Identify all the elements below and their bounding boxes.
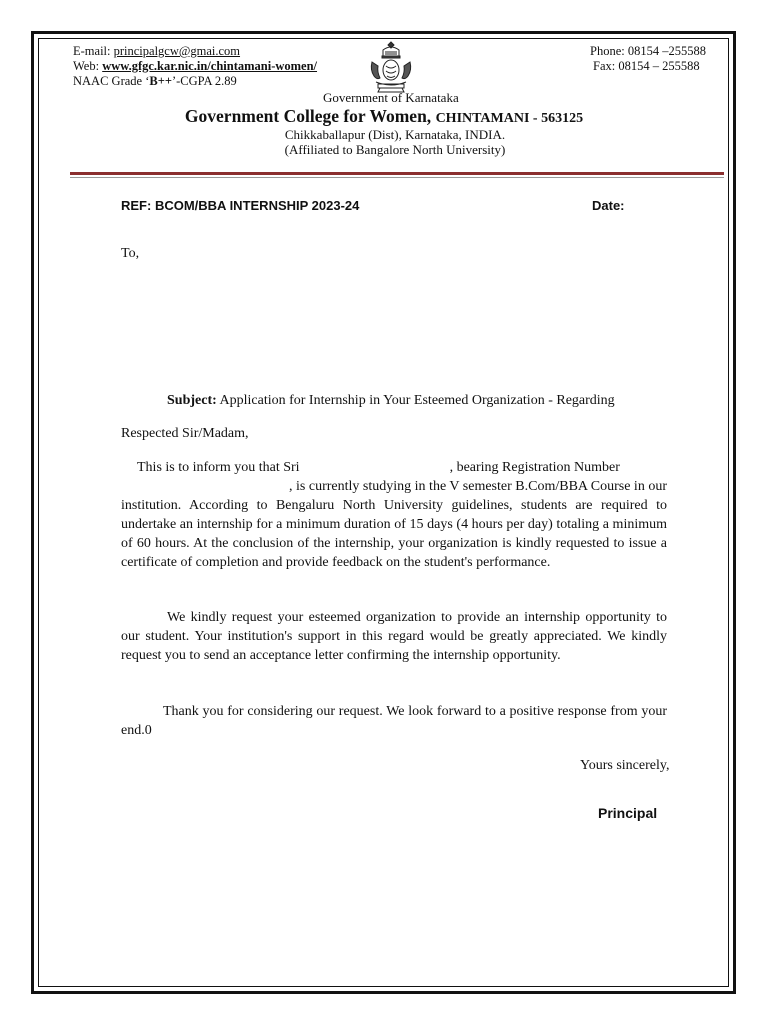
district-line: Chikkaballapur (Dist), Karnataka, INDIA. bbox=[284, 127, 506, 142]
paragraph-3: Thank you for considering our request. We look forward to a positive response from your end.0 bbox=[121, 704, 667, 738]
header-divider-thin bbox=[70, 177, 724, 178]
paragraph-2: We kindly request your esteemed organization to provide an internship opportunity to our student. Your institution's support in this regard would be greatly appreciated. We kindly request you to send an acceptance letter confirming the internship opportunity. bbox=[121, 610, 667, 663]
p1-intro: This is to inform you that Sri bbox=[137, 460, 300, 475]
affiliation-line: (Affiliated to Bangalore North University) bbox=[284, 142, 506, 157]
government-title: Government of Karnataka bbox=[323, 90, 459, 105]
p1-registration: , bearing Registration Number bbox=[449, 460, 620, 475]
subject-label: Subject: bbox=[167, 393, 217, 408]
subject-text: Application for Internship in Your Esteemed Organization - Regarding bbox=[216, 393, 615, 408]
email-line bbox=[73, 44, 240, 58]
header-divider bbox=[70, 172, 724, 175]
web-link[interactable]: www.gfgc.kar.nic.in/chintamani-women/ bbox=[102, 59, 318, 73]
fax-number: Fax: 08154 – 255588 bbox=[593, 59, 700, 73]
date-label: Date: bbox=[592, 198, 625, 213]
web-label: Web: bbox=[73, 59, 100, 73]
subject-line bbox=[167, 393, 615, 409]
salutation: Respected Sir/Madam, bbox=[121, 426, 249, 441]
web-line bbox=[73, 59, 317, 73]
naac-suffix: ’-CGPA 2.89 bbox=[171, 74, 237, 88]
email-link[interactable]: principalgcw@gmai.com bbox=[113, 44, 241, 58]
paragraph-1 bbox=[121, 458, 667, 572]
recipient-to: To, bbox=[121, 246, 140, 261]
college-name bbox=[0, 106, 768, 127]
naac-line bbox=[73, 74, 237, 88]
email-label: E-mail: bbox=[73, 44, 111, 58]
reference-number: REF: BCOM/BBA INTERNSHIP 2023-24 bbox=[121, 198, 360, 213]
naac-prefix: NAAC Grade ‘ bbox=[73, 74, 150, 88]
phone-number: Phone: 08154 –255588 bbox=[590, 44, 706, 58]
karnataka-state-emblem-icon bbox=[366, 38, 416, 94]
p1-body: , is currently studying in the V semester B.Com/BBA Course in our institution. According to Bengaluru North University guidelines, students are required to undertake an internship for a minimum duration of 15 days (4 hours per day) totaling a minimum of 60 hours. At the conclusion of the internship, your organization is kindly requested to issue a certificate of completion and provide feedback on the student's performance. bbox=[121, 479, 667, 570]
college-city: CHINTAMANI - 563125 bbox=[435, 111, 584, 126]
college-name-text: Government College for Women, bbox=[184, 106, 432, 126]
closing: Yours sincerely, bbox=[580, 758, 670, 773]
signatory: Principal bbox=[598, 805, 658, 821]
naac-grade: B++ bbox=[149, 74, 172, 88]
college-address bbox=[0, 127, 768, 157]
